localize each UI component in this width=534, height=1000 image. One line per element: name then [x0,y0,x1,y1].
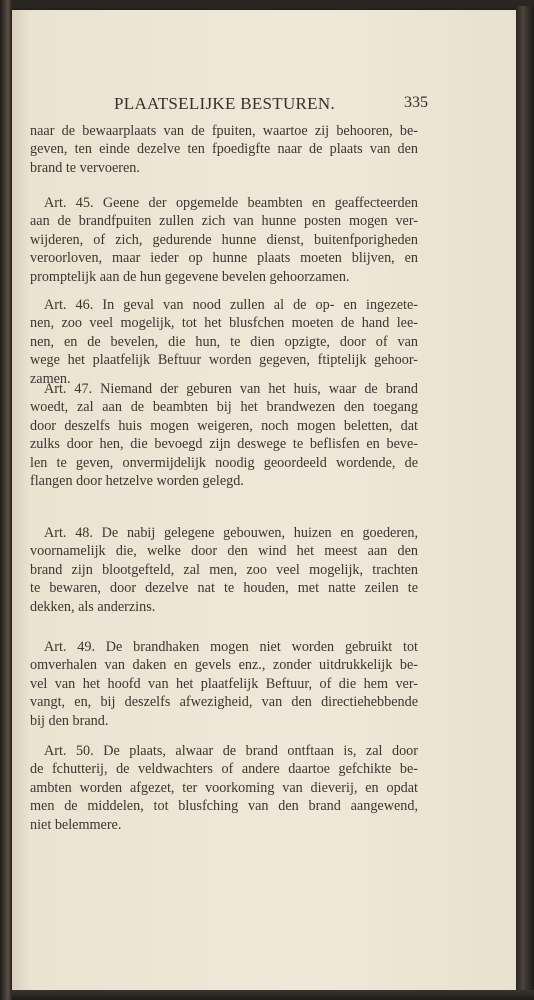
text-line: aan de brandfpuiten zullen zich van hunne posten mogen ver- [30,213,418,230]
text-line: veroorloven, maar ieder op hunne plaats moeten blijven, en [30,250,418,267]
text-line: brand te vervoeren. [30,159,140,176]
text-line: nen, en de bevelen, die hun, te dien opzigte, door of van [30,333,418,350]
text-line: naar de bewaarplaats van de fpuiten, waartoe zij behooren, be- [30,123,418,139]
text-line: zulks door hen, die bevoegd zijn deswege te beflisfen en beve- [30,436,418,453]
page-header [100,92,430,114]
text-line: ambten worden afgezet, ter voorkoming van dieverij, en opdat [30,779,418,796]
text-line: door deszelfs huis mogen weigeren, noch mogen beletten, dat [30,417,418,434]
text-line: vel van het hoofd van het plaatfelijk Beftuur, of die hem ver- [30,675,418,692]
text-line: wege het plaatfelijk Beftuur worden gegeven, ftiptelijk gehoor- [30,352,418,369]
book-bottom-edge [12,990,534,1000]
text-line: brand zijn blootgefteld, zal men, zoo veel mogelijk, trachten [30,561,418,578]
text-line: flangen door hetzelve worden gelegd. [30,473,244,489]
text-line: Art. 48. De nabij gelegene gebouwen, huizen en goederen, [44,525,418,541]
text-line: wijderen, of zich, gedurende hunne dienst, buitenfporigheden [30,231,418,248]
text-line: omverhalen van daken en gevels enz., zonder uitdrukkelijk be- [30,657,418,674]
text-line: zamen. [30,370,71,387]
text-line: bij den brand. [30,712,109,729]
text-line: promptelijk aan de hun gegevene bevelen gehoorzamen. [30,268,350,285]
text-line: geven, ten einde dezelve ten fpoedigfte naar de plaats van den [30,141,418,158]
text-line: men de middelen, tot blusfching van den brand aangewend, [30,798,418,815]
book-fore-edge [516,6,534,994]
text-line: de fchutterij, de veldwachters of andere daartoe gefchikte be- [30,761,418,778]
text-line: Art. 49. De brandhaken mogen niet worden gebruikt tot [44,639,418,655]
page-number: 335 [404,94,428,111]
book-page [12,10,518,990]
text-line: len te geven, onvermijdelijk noodig geoordeeld wordende, de [30,454,418,471]
text-line: niet belemmere. [30,816,122,833]
text-line: Art. 46. In geval van nood zullen al de op- en ingezete- [44,297,418,313]
text-line: Art. 47. Niemand der geburen van het huis, waar de brand [44,381,418,397]
text-line: vangt, en, bij deszelfs afwezigheid, van den directiehebbende [30,694,418,711]
text-line: Art. 50. De plaats, alwaar de brand ontftaan is, zal door [44,743,418,759]
text-line: dekken, als anderzins. [30,598,156,615]
text-line: nen, zoo veel mogelijk, tot het blusfchen moeten de hand lee- [30,315,418,332]
text-line: Art. 45. Geene der opgemelde beambten en geaffecteerden [44,195,418,211]
running-title: PLAATSELIJKE BESTUREN. [114,94,335,113]
text-line: voornamelijk die, welke door den wind het meest aan den [30,543,418,560]
text-line: woedt, zal aan de beambten bij het brandwezen den toegang [30,399,418,416]
text-line: te bewaren, door dezelve nat te houden, met natte zeilen te [30,580,418,597]
